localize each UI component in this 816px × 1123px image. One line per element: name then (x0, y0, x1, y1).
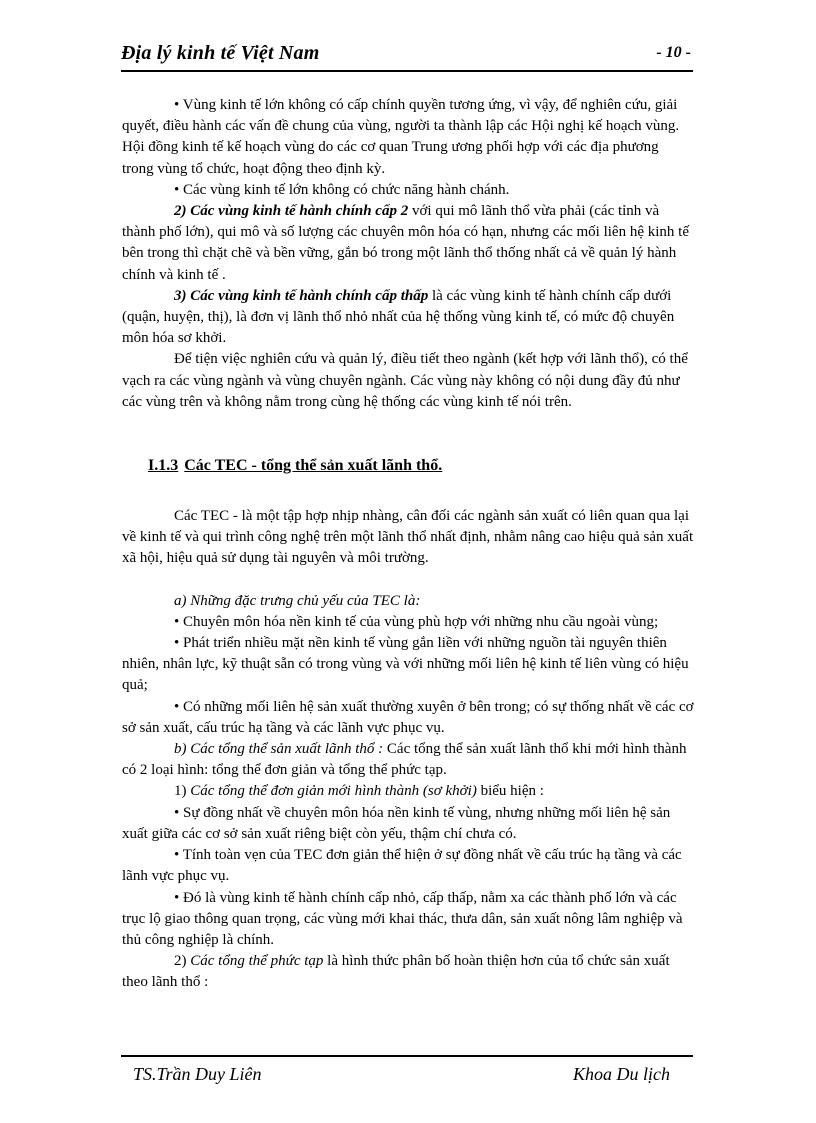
paragraph-text: Các tổng thể sản xuất lãnh thổ khi mới hình thành có 2 loại hình: tổng thể đơn giản và tổng thể phức tạp. (122, 741, 687, 779)
paragraph: • Các vùng kinh tế lớn không có chức năng hành chánh. (174, 181, 510, 198)
paragraph-number: 3) (174, 287, 191, 304)
paragraph-number: 1) (174, 783, 191, 800)
paragraph: Các TEC - là một tập hợp nhịp nhàng, cân đối các ngành sản xuất có liên quan qua lại về kinh tế và qui trình công nghệ trên một lãnh thổ nhất định, nhằm nâng cao hiệu quả sản xuất xã hội, hiệu quả sử dụng tài nguyên và môi trường. (122, 508, 694, 567)
footer-author: TS.Trần Duy Liên (133, 1064, 262, 1084)
paragraph (122, 286, 694, 350)
page-header (121, 40, 693, 72)
paragraph: • Vùng kinh tế lớn không có cấp chính quyền tương ứng, vì vậy, để nghiên cứu, giải quyết, điều hành các vấn đề chung của vùng, người ta thành lập các Hội nghị kế hoạch vùng. Hội đồng kinh tế kế hoạch vùng do các cơ quan Trung ương phối hợp với các địa phương trong vùng tổ chức, hoạt động theo định kỳ. (122, 97, 680, 177)
paragraph: • Tính toàn vẹn của TEC đơn giản thể hiện ở sự đồng nhất về cấu trúc hạ tầng và các lãnh vực phục vụ. (122, 847, 682, 885)
paragraph (122, 739, 694, 781)
paragraph: Để tiện việc nghiên cứu và quản lý, điều tiết theo ngành (kết hợp với lãnh thổ), có thể vạch ra các vùng ngành và vùng chuyên ngành. Các vùng này không có nội dung đầy đủ như các vùng trên và không nằm trong cùng hệ thống các vùng kinh tế nói trên. (122, 351, 688, 410)
paragraph-emphasis: b) Các tổng thể sản xuất lãnh thổ : (174, 741, 384, 758)
paragraph: • Có những mối liên hệ sản xuất thường xuyên ở bên trong; có sự thống nhất về các cơ sở sản xuất, cấu trúc hạ tầng và các lãnh vực phục vụ. (122, 698, 694, 736)
document-title: Địa lý kinh tế Việt Nam (121, 42, 320, 64)
paragraph (122, 781, 694, 802)
footer-divider (121, 1055, 693, 1057)
subsection-heading: a) Những đặc trưng chủ yếu của TEC là: (174, 592, 421, 609)
section-number: I.1.3 (148, 457, 179, 475)
paragraph-text: là các vùng kinh tế hành chính cấp dưới (quận, huyện, thị), là đơn vị lãnh thổ nhỏ nhất của hệ thống vùng kinh tế, có mức độ chuyên môn hóa sơ khởi. (122, 287, 675, 347)
page-number: - 10 - (656, 44, 691, 61)
footer-department: Khoa Du lịch (573, 1064, 670, 1084)
paragraph-emphasis: Các vùng kinh tế hành chính cấp 2 (190, 203, 409, 220)
paragraph: • Phát triển nhiều mặt nền kinh tế vùng gắn liền với những nguồn tài nguyên thiên nhiên, nhân lực, kỹ thuật sẵn có trong vùng và với những mối liên hệ kinh tế liên vùng có hiệu quả; (122, 635, 689, 694)
paragraph-number: 2) (174, 953, 191, 970)
section-title: Các TEC - tổng thể sản xuất lãnh thổ. (184, 457, 443, 475)
paragraph: • Sự đồng nhất về chuyên môn hóa nền kinh tế vùng, nhưng những mối liên hệ sản xuất giữa các cơ sở sản xuất riêng biệt còn yếu, thậm chí chưa có. (122, 804, 671, 842)
page-body (122, 95, 694, 994)
paragraph (122, 201, 694, 286)
paragraph-emphasis: Các vùng kinh tế hành chính cấp thấp (190, 287, 429, 304)
paragraph-text: là hình thức phân bố hoàn thiện hơn của tổ chức sản xuất theo lãnh thổ : (122, 953, 670, 991)
paragraph-emphasis: Các tổng thể phức tạp (190, 953, 324, 970)
paragraph: • Chuyên môn hóa nền kinh tế của vùng phù hợp với những nhu cầu ngoài vùng; (174, 613, 659, 630)
paragraph (122, 951, 694, 993)
section-heading (122, 455, 694, 477)
paragraph-text: biểu hiện : (476, 783, 544, 800)
paragraph-emphasis: Các tổng thể đơn giản mới hình thành (sơ khởi) (190, 783, 477, 800)
paragraph-text: với qui mô lãnh thổ vừa phải (các tỉnh và thành phố lớn), qui mô và số lượng các chuyên môn hóa có hạn, nhưng các mối liên hệ kinh tế bên trong thì chặt chẽ và bền vững, gắn bó trong một lãnh thổ thống nhất cả về quản lý hành chính và kinh tế . (122, 203, 689, 283)
paragraph: • Đó là vùng kinh tế hành chính cấp nhỏ, cấp thấp, nằm xa các thành phố lớn và các trục lộ giao thông quan trọng, các vùng mới khai thác, thưa dân, sản xuất nông lâm nghiệp và thủ công nghiệp là chính. (122, 889, 683, 948)
paragraph-number: 2) (174, 203, 191, 220)
